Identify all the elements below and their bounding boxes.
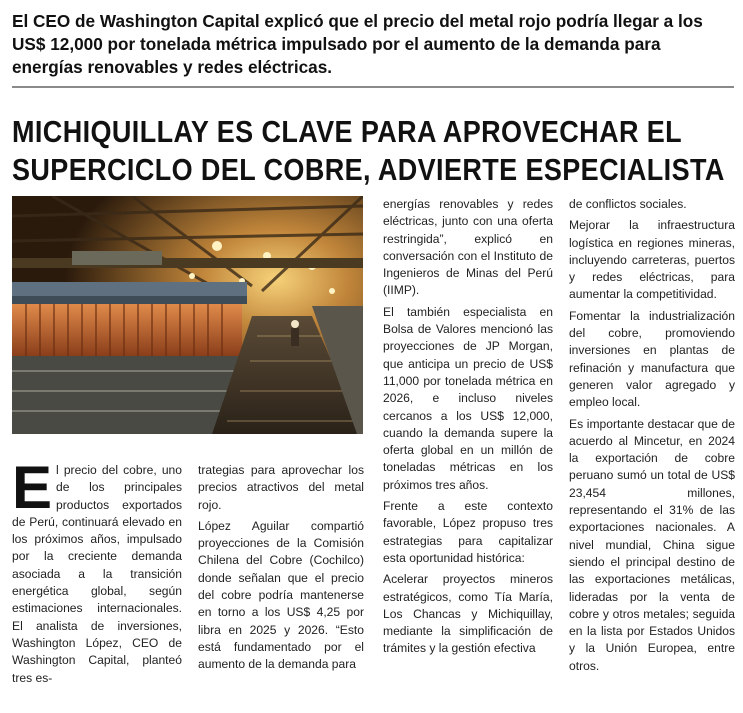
paragraph: Es importante destacar que de acuerdo al Mincetur, en 2024 la exportación de cobre peruano sumó un total de US$ 23,454 millones, representando el 31% de las exportaciones nacionales. A nivel mundial, China sigue siendo el principal destino de las exportaciones metálicas, lideradas por la venta de cobre y otros metales; seguida en la lista por Estados Unidos y la Unión Europea, entre otros. [569,416,735,673]
drop-cap: E [12,454,53,521]
article-column-3 [383,196,553,662]
paragraph [12,454,182,687]
refinery-photo [12,196,363,434]
paragraph: Fomentar la industrialización del cobre, promoviendo inversiones en plantas de refinación y manufactura que generen valor agregado y empleo local. [569,308,735,410]
paragraph: Frente a este contexto favorable, López propuso tres estrategias para capitalizar esta oportunidad histórica: [383,499,553,565]
article-column-4 [569,196,735,679]
article-column-1 [12,454,182,691]
headline-line-2: SUPERCICLO DEL COBRE, ADVIERTE ESPECIALISTA [12,153,725,187]
paragraph: Mejorar la infraestructura logística en regiones mineras, incluyendo carreteras, puertos y redes eléctricas, para aumentar la competitividad. [569,218,735,302]
article-headline [12,113,742,189]
headline-line-1: MICHIQUILLAY ES CLAVE PARA APROVECHAR EL [12,115,683,149]
paragraph: Acelerar proyectos mineros estratégicos, como Tía María, Los Chancas y Michiquillay, mediante la simplificación de trámites y la gestión efectiva [383,572,553,656]
paragraph: López Aguilar compartió proyecciones de la Comisión Chilena del Cobre (Cochilco) donde señalan que el precio del cobre podría mantenerse en torno a los US$ 4,25 por libra en 2025 y 2026. “Esto está fundamentado por el aumento de la demanda para [198,518,364,672]
paragraph-text: l precio del cobre, uno de los principales productos exportados de Perú, continuará elevado en los próximos años, impulsado por la creciente demanda asociada a la transición energética global, según estimaciones internacionales. El analista de inversiones, Washington López, CEO de Washington Capital, planteó tres es- [12,463,182,685]
paragraph: de conflictos sociales. [569,197,687,211]
paragraph: El también especialista en Bolsa de Valores mencionó las proyecciones de JP Morgan, que anticipa un precio de US$ 11,000 por tonelada métrica en 2026, e incluso niveles cercanos a los US$ 12,000, cuando la demanda supere la oferta global en un millón de toneladas métricas en los próximos tres años. [383,304,553,492]
article-column-2 [198,462,364,678]
article-lead: El CEO de Washington Capital explicó que el precio del metal rojo podría llegar a los US$ 12,000 por tonelada métrica impulsado por el aumento de la demanda para energías renovables y redes eléctricas. [12,11,703,77]
copper-refinery-illustration [12,196,363,434]
divider [12,86,734,88]
paragraph: trategias para aprovechar los precios atractivos del metal rojo. [198,463,364,512]
paragraph: energías renovables y redes eléctricas, junto con una oferta restringida”, explicó en conversación con el Instituto de Ingenieros de Minas del Perú (IIMP). [383,197,553,298]
